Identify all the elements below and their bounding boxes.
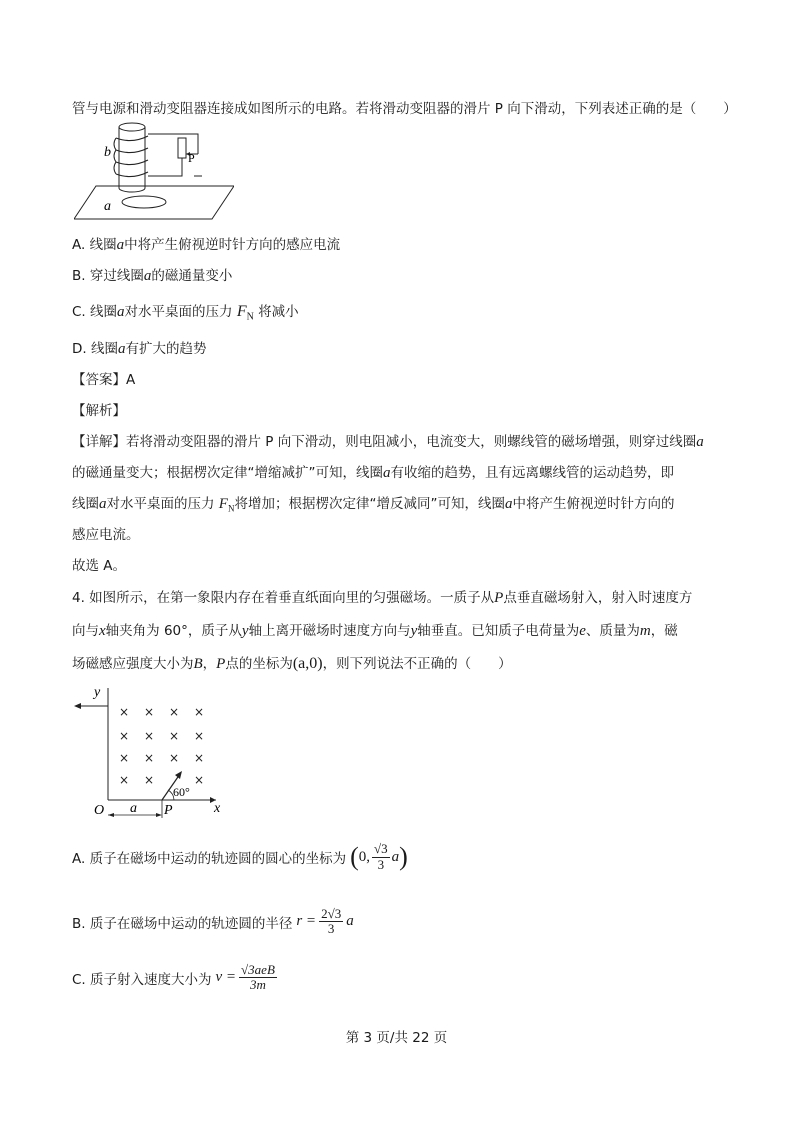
q4-figure	[70, 684, 235, 822]
label-b: b	[104, 145, 111, 160]
rheostat	[178, 138, 186, 158]
answer-label: 【答案】A	[72, 372, 136, 388]
coil-a	[122, 196, 166, 208]
label-O: O	[94, 803, 105, 818]
cross-mark: ×	[143, 729, 155, 743]
q3-option-c: C. 线圈a对水平桌面的压力 $F_N$ 将减小	[72, 303, 299, 323]
label-y: y	[94, 685, 101, 700]
q3-option-a: A. 线圈a中将产生俯视逆时针方向的感应电流	[72, 237, 341, 253]
detail-line-1: 【详解】若将滑动变阻器的滑片 P 向下滑动，则电阻减小，电流变大，则螺线管的磁场增强，则穿过线圈a	[72, 434, 704, 450]
q3-intro: 管与电源和滑动变阻器连接成如图所示的电路。若将滑动变阻器的滑片 P 向下滑动，下列表述正确的是（ ）	[72, 101, 737, 117]
cross-mark: ×	[193, 729, 205, 743]
label-a: a	[104, 199, 111, 214]
analysis-label: 【解析】	[72, 403, 126, 419]
cross-mark: ×	[118, 773, 130, 787]
q4-option-a: A. 质子在磁场中运动的轨迹圆的圆心的坐标为 ( 0, $\frac{√3}{3}$ a )	[72, 841, 408, 872]
cross-mark: ×	[143, 773, 155, 787]
q3-figure	[74, 118, 234, 222]
q3-option-d: D. 线圈a有扩大的趋势	[72, 341, 207, 357]
detail-line-3: 线圈a对水平桌面的压力 $F_N$将增加；根据楞次定律“增反减同”可知，线圈a中将产生俯视逆时针方向的	[72, 496, 675, 514]
q4-line-1: 4. 如图所示，在第一象限内存在着垂直纸面向里的匀强磁场。一质子从P点垂直磁场射入，射入时速度方	[72, 590, 693, 606]
cross-mark: ×	[118, 751, 130, 765]
label-angle: 60°	[173, 785, 190, 799]
table-surface	[74, 186, 234, 219]
q4-option-c: C. 质子射入速度大小为 v = $\frac{\text{√3aeB}}{3m}$	[72, 962, 275, 993]
label-P: P	[188, 151, 195, 165]
q3-option-b: B. 穿过线圈a的磁通量变小	[72, 268, 233, 284]
label-P-point: P	[164, 803, 173, 818]
cross-mark: ×	[193, 705, 205, 719]
q4-line-3: 场磁感应强度大小为B，P点的坐标为(a,0)，则下列说法不正确的（ ）	[72, 655, 512, 672]
cross-mark: ×	[118, 729, 130, 743]
detail-line-4: 感应电流。	[72, 527, 140, 543]
cross-mark: ×	[118, 705, 130, 719]
label-a-dim: a	[130, 801, 137, 816]
cross-mark: ×	[143, 705, 155, 719]
cross-mark: ×	[193, 773, 205, 787]
conclusion: 故选 A。	[72, 558, 127, 574]
cross-mark: ×	[168, 705, 180, 719]
q4-option-b: B. 质子在磁场中运动的轨迹圆的半径 r = $\frac{2√3}{3}$ a	[72, 906, 354, 937]
cross-mark: ×	[143, 751, 155, 765]
cross-mark: ×	[193, 751, 205, 765]
detail-line-2: 的磁通量变大；根据楞次定律“增缩减扩”可知，线圈a有收缩的趋势，且有远离螺线管的运动趋势，即	[72, 465, 674, 481]
label-x: x	[214, 801, 221, 816]
page-number: 第 3 页/共 22 页	[345, 1030, 448, 1046]
cross-mark: ×	[168, 751, 180, 765]
q4-line-2: 向与x轴夹角为 60°，质子从y轴上离开磁场时速度方向与y轴垂直。已知质子电荷量为e、质量为m，磁	[72, 623, 678, 639]
cross-mark: ×	[168, 729, 180, 743]
